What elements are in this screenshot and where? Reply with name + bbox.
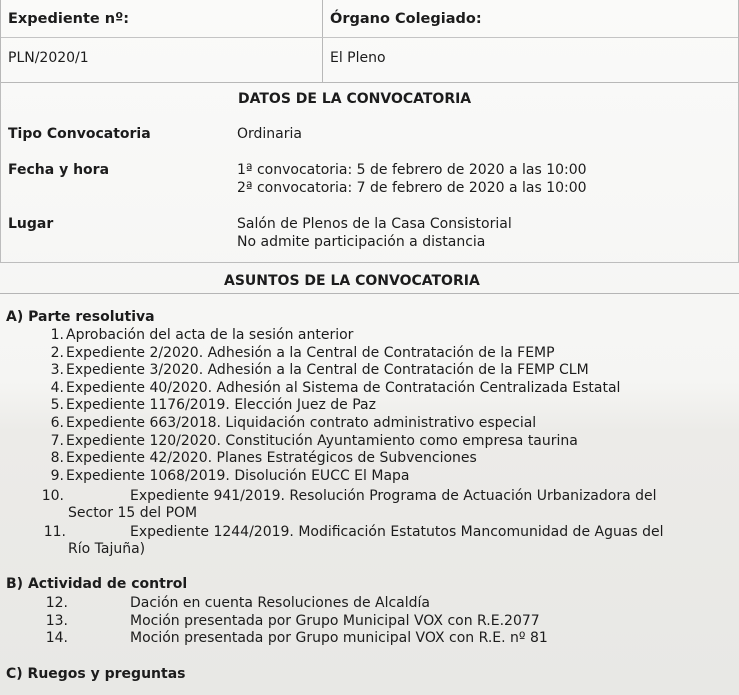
list-item: Moción presentada por Grupo municipal VOX con R.E. nº 81 bbox=[130, 630, 548, 647]
section-c-title: C) Ruegos y preguntas bbox=[6, 666, 186, 682]
item-number: 8. bbox=[50, 450, 64, 467]
list-item: Expediente 2/2020. Adhesión a la Central de Contratación de la FEMP bbox=[66, 344, 555, 361]
list-item: Expediente 941/2019. Resolución Programa de Actuación Urbanizadora del bbox=[130, 488, 657, 504]
list-item: Expediente 663/2018. Liquidación contrato administrativo especial bbox=[66, 415, 537, 431]
item-number: 4. bbox=[50, 379, 64, 396]
fecha-line-2: 2ª convocatoria: 7 de febrero de 2020 a las 10:00 bbox=[237, 180, 587, 196]
asuntos-title: ASUNTOS DE LA CONVOCATORIA bbox=[224, 273, 480, 289]
list-item: Expediente 3/2020. Adhesión a la Central de Contratación de la FEMP CLM bbox=[66, 362, 589, 379]
fecha-label: Fecha y hora bbox=[8, 162, 110, 178]
lugar-label: Lugar bbox=[8, 216, 54, 232]
item-number: 10. bbox=[41, 488, 64, 504]
lugar-line-2: No admite participación a distancia bbox=[237, 234, 486, 250]
list-item: Expediente 1244/2019. Modificación Estatutos Mancomunidad de Aguas del bbox=[130, 524, 664, 540]
list-item: Expediente 42/2020. Planes Estratégicos de Subvenciones bbox=[66, 450, 477, 467]
item-number: 11. bbox=[43, 524, 66, 540]
item-number: 2. bbox=[50, 344, 64, 361]
tipo-value: Ordinaria bbox=[237, 126, 302, 142]
list-item: Expediente 1068/2019. Disolución EUCC El Mapa bbox=[66, 467, 410, 484]
list-item: Expediente 120/2020. Constitución Ayuntamiento como empresa taurina bbox=[66, 432, 578, 449]
item-number: 7. bbox=[50, 432, 64, 449]
organo-label: Órgano Colegiado: bbox=[330, 11, 482, 27]
list-item: Moción presentada por Grupo Municipal VOX con R.E.2077 bbox=[130, 612, 540, 629]
item-number: 6. bbox=[50, 415, 64, 431]
item-number: 13. bbox=[45, 612, 68, 629]
item-number: 12. bbox=[45, 595, 68, 611]
list-item: Aprobación del acta de la sesión anterior bbox=[66, 327, 354, 343]
datos-title: DATOS DE LA CONVOCATORIA bbox=[238, 91, 472, 107]
list-item: Expediente 40/2020. Adhesión al Sistema de Contratación Centralizada Estatal bbox=[66, 379, 621, 396]
lugar-line-1: Salón de Plenos de la Casa Consistorial bbox=[237, 216, 512, 232]
item-number: 14. bbox=[45, 630, 68, 647]
expediente-label: Expediente nº: bbox=[8, 11, 130, 27]
tipo-label: Tipo Convocatoria bbox=[8, 126, 151, 142]
list-item-continuation: Río Tajuña) bbox=[68, 541, 146, 557]
list-item-continuation: Sector 15 del POM bbox=[68, 505, 198, 521]
item-number: 3. bbox=[50, 362, 64, 379]
expediente-value: PLN/2020/1 bbox=[8, 50, 89, 66]
item-number: 9. bbox=[50, 467, 64, 484]
organo-value: El Pleno bbox=[330, 50, 386, 66]
section-b-title: B) Actividad de control bbox=[6, 576, 188, 592]
row-divider bbox=[1, 37, 738, 38]
section-a-title: A) Parte resolutiva bbox=[6, 309, 155, 325]
fecha-line-1: 1ª convocatoria: 5 de febrero de 2020 a las 10:00 bbox=[237, 162, 587, 178]
list-item: Expediente 1176/2019. Elección Juez de Paz bbox=[66, 397, 376, 414]
column-divider bbox=[322, 0, 323, 82]
asuntos-rule bbox=[0, 293, 739, 294]
list-item: Dación en cuenta Resoluciones de Alcaldía bbox=[130, 595, 431, 611]
item-number: 1. bbox=[50, 327, 64, 343]
item-number: 5. bbox=[50, 397, 64, 414]
